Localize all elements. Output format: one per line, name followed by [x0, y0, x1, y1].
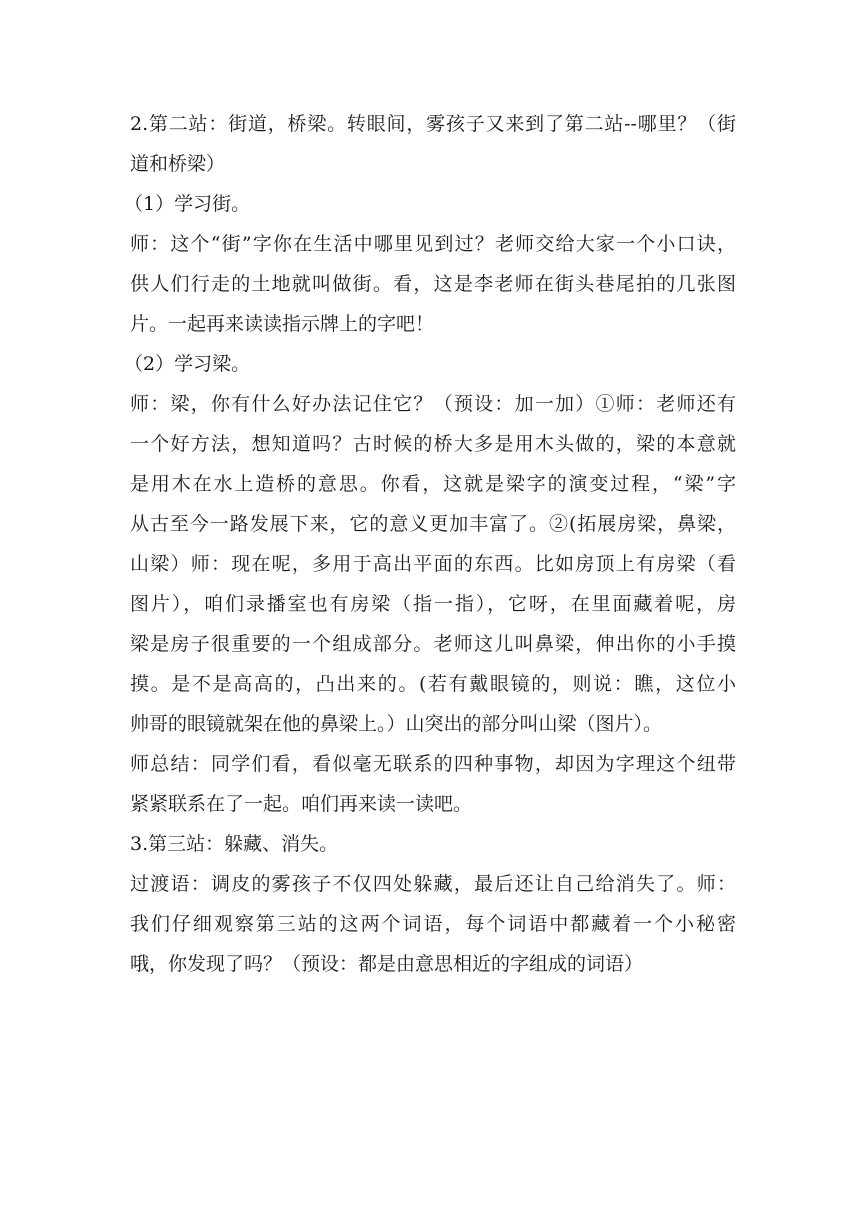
text-line: 2.第二站：街道，桥梁。转眼间，雾孩子又来到了第二站--哪里？（街 — [130, 113, 736, 135]
text-line: 哦，你发现了吗？（预设：都是由意思相近的字组成的词语） — [130, 953, 644, 975]
text-line: 3.第三站：躲藏、消失。 — [130, 833, 339, 855]
text-line: 图片），咱们录播室也有房梁（指一指），它呀，在里面藏着呢，房 — [130, 593, 736, 615]
text-line: 梁是房子很重要的一个组成部分。老师这儿叫鼻梁，伸出你的小手摸 — [130, 633, 736, 655]
document-page — [124, 108, 736, 988]
text-line: 从古至今一路发展下来，它的意义更加丰富了。②(拓展房梁，鼻梁， — [130, 513, 736, 535]
text-line: 片。一起再来读读指示牌上的字吧！ — [130, 313, 435, 335]
text-line: （1）学习街。 — [124, 193, 251, 215]
text-line: 师总结：同学们看，看似毫无联系的四种事物，却因为字理这个纽带 — [130, 753, 736, 775]
text-line: 摸。是不是高高的，凸出来的。(若有戴眼镜的，则说：瞧，这位小 — [130, 673, 736, 695]
text-line: 过渡语：调皮的雾孩子不仅四处躲藏，最后还让自己给消失了。师： — [130, 873, 736, 895]
text-line: 我们仔细观察第三站的这两个词语，每个词语中都藏着一个小秘密 — [130, 913, 736, 935]
text-line: 帅哥的眼镜就架在他的鼻梁上。）山突出的部分叫山梁（图片）。 — [130, 713, 663, 735]
text-line: 山梁）师：现在呢，多用于高出平面的东西。比如房顶上有房梁（看 — [130, 553, 736, 575]
text-line: 紧紧联系在了一起。咱们再来读一读吧。 — [130, 793, 473, 815]
text-line: （2）学习梁。 — [124, 353, 251, 375]
text-line: 道和桥梁） — [130, 153, 226, 175]
text-line: 一个好方法，想知道吗？古时候的桥大多是用木头做的，梁的本意就 — [130, 433, 736, 455]
text-line: 是用木在水上造桥的意思。你看，这就是梁字的演变过程，“梁”字 — [130, 473, 736, 495]
text-line: 师：梁，你有什么好办法记住它？（预设：加一加）①师：老师还有 — [130, 393, 736, 415]
text-line: 供人们行走的土地就叫做街。看，这是李老师在街头巷尾拍的几张图 — [130, 273, 736, 295]
text-line: 师：这个“街”字你在生活中哪里见到过？老师交给大家一个小口诀， — [130, 233, 736, 255]
